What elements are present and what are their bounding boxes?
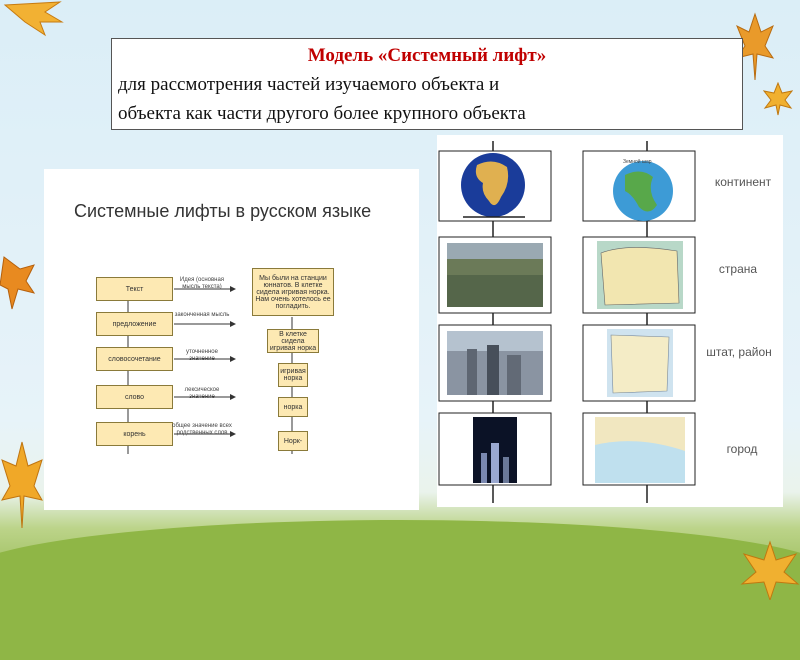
example-text-box: Мы были на станции юннатов. В клетке сидела игривая норка. Нам очень хотелось ее погладить. <box>252 268 334 316</box>
level-note: общее значение всех родственных слов <box>172 423 232 436</box>
geography-lifts-panel <box>437 135 783 507</box>
level-label-country: страна <box>718 262 758 276</box>
level-box-word: слово <box>96 385 173 409</box>
level-box-root: корень <box>96 422 173 446</box>
level-label-state-district: штат, район <box>706 345 772 359</box>
slide-heading: Модель «Системный лифт» <box>307 45 547 66</box>
slide-subtitle-line-2: объекта как части другого более крупного объекта <box>118 103 526 124</box>
russian-language-lifts-panel <box>44 169 419 510</box>
autumn-leaf-icon <box>740 540 800 600</box>
level-box-sentence: предложение <box>96 312 173 336</box>
level-note: законченная мысль <box>174 312 230 318</box>
example-phrase-box: игривая норка <box>278 363 308 387</box>
level-note: лексическое значение <box>184 387 220 400</box>
level-box-phrase: словосочетание <box>96 347 173 371</box>
example-sentence-box: В клетке сидела игривая норка <box>267 329 319 353</box>
example-root-box: Норк- <box>278 431 308 451</box>
level-label-continent: континент <box>714 175 772 189</box>
autumn-leaf-icon <box>763 82 793 116</box>
globe-africa-icon <box>461 153 525 217</box>
autumn-leaf-icon <box>0 440 44 530</box>
slide-title-box <box>111 38 743 130</box>
autumn-leaf-icon <box>0 0 70 40</box>
level-note: Идея (основная мысль текста) <box>179 277 225 290</box>
globe-americas-icon <box>613 161 673 221</box>
panel-title: Системные лифты в русском языке <box>74 201 372 221</box>
background-hill <box>0 520 800 660</box>
lift-connectors <box>44 169 419 510</box>
level-box-text: Текст <box>96 277 173 301</box>
autumn-leaf-icon <box>0 255 36 311</box>
example-word-box: норка <box>278 397 308 417</box>
level-label-city: город <box>726 442 758 456</box>
slide-subtitle-line-1: для рассмотрения частей изучаемого объекта и <box>118 74 500 95</box>
level-note: уточненное значение <box>186 349 218 362</box>
map-caption: Земной шар <box>623 159 652 165</box>
